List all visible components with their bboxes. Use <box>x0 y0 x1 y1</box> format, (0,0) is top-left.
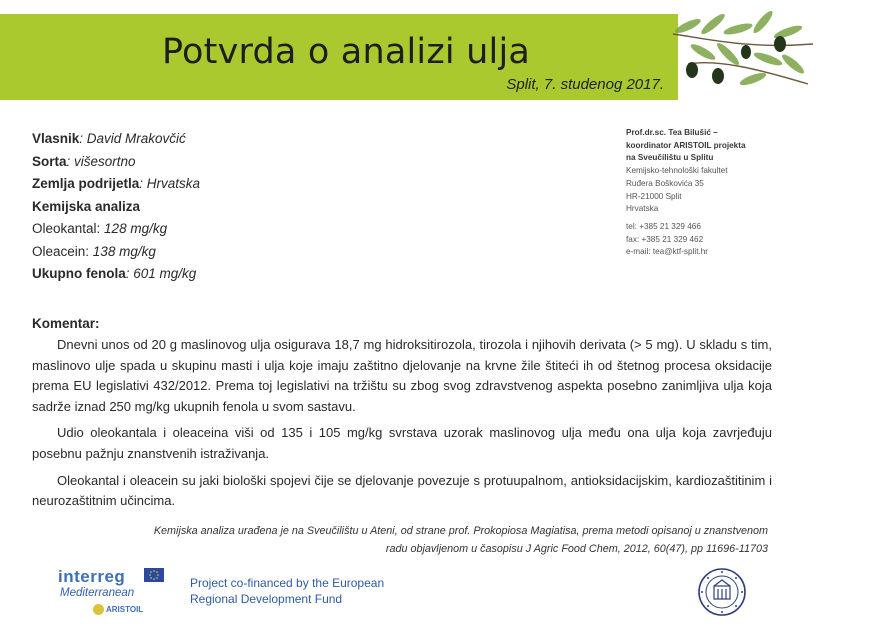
owner-value: : David Mrakovčić <box>79 131 186 146</box>
funding-line: Project co-financed by the European <box>190 576 385 590</box>
contact-street: Ruđera Boškovića 35 <box>626 178 704 188</box>
title-banner <box>0 14 678 100</box>
eu-flag-icon <box>144 568 164 582</box>
interreg-logo <box>58 567 188 623</box>
note-line: radu objavljenom u časopisu J Agric Food Chem, 2012, 60(47), pp 11696-11703 <box>385 543 768 555</box>
variety-row <box>32 151 200 174</box>
analysis-note <box>60 522 768 558</box>
page-title: Potvrda o analizi ulja <box>162 32 531 72</box>
origin-label: Zemlja podrijetla <box>32 176 140 191</box>
comment-paragraph: Dnevni unos od 20 g maslinovog ulja osigurava 18,7 mg hidroksitirozola, tirozola i njihovih derivata (> 5 mg). U skladu s tim, maslinovo ulje spada u skupinu masti i ulja koje imaju zaštitno djelovanje na krvne žile štiteći ih od štetnog procesa oksidacije prema EU legislativi 432/2012. Prema toj legislativi na tržištu su zbog svog zdravstvenog aspekta posebno zanimljiva ulja koja sadrže iznad 250 mg/kg ukupnih fenola u svom sastavu. <box>32 337 772 414</box>
oleocanthal-value: 128 mg/kg <box>104 221 168 236</box>
note-line: Kemijska analiza urađena je na Sveučilištu u Ateni, od strane prof. Prokopiosa Magiatisa, prema metodi opisanoj u znanstvenom <box>153 525 768 537</box>
phenols-row <box>32 263 200 286</box>
variety-value: : višesortno <box>66 153 136 169</box>
oleacein-row <box>32 241 200 264</box>
contact-role-2: na Sveučilištu u Splitu <box>626 153 714 163</box>
contact-city: HR-21000 Split <box>626 191 682 201</box>
comment-body <box>32 335 772 518</box>
comment-paragraph: Udio oleokantala i oleaceina viši od 135 i 105 mg/kg svrstava uzorak maslinovog ulja među ona ulja koja zavrjeđuju posebnu pažnju znanstvenih istraživanja. <box>32 425 772 461</box>
interreg-region: Mediterranean <box>60 587 135 599</box>
contact-email: e-mail: tea@ktf-split.hr <box>626 247 709 257</box>
oleacein-label: Oleacein: <box>32 243 93 259</box>
contact-faculty: Kemijsko-tehnološki fakultet <box>626 166 728 176</box>
funding-statement <box>190 575 384 607</box>
owner-label: Vlasnik <box>32 131 80 146</box>
origin-row <box>32 173 200 196</box>
issue-date: Split, 7. studenog 2017. <box>506 76 664 93</box>
contact-tel: tel: +385 21 329 466 <box>626 221 701 231</box>
contact-role-1: koordinator ARISTOIL projekta <box>626 140 746 150</box>
oleacein-value: 138 mg/kg <box>92 243 156 259</box>
phenols-value: : 601 mg/kg <box>125 266 197 281</box>
analysis-heading: Kemijska analiza <box>32 198 141 214</box>
sample-details <box>32 128 200 286</box>
analysis-heading-row <box>32 196 200 219</box>
owner-row <box>32 128 200 151</box>
phenols-label: Ukupno fenola <box>32 266 126 281</box>
aristoil-brand: ARISTOIL <box>106 605 144 614</box>
interreg-wordmark: interreg <box>58 567 126 586</box>
comment-heading: Komentar: <box>32 316 100 331</box>
comment-paragraph: Oleokantal i oleacein su jaki biološki spojevi čije se djelovanje povezuje s protuupalnom, antioksidacijskim, kardiozaštitinim i neurozaštitnim učincima. <box>32 472 772 509</box>
oleocanthal-row <box>32 218 200 241</box>
funding-line: Regional Development Fund <box>190 592 343 606</box>
origin-value: : Hrvatska <box>139 176 201 191</box>
university-seal-icon <box>697 567 747 617</box>
contact-country: Hrvatska <box>626 204 659 214</box>
olive-branch-illustration <box>668 4 818 104</box>
contact-block <box>626 127 826 259</box>
contact-name: Prof.dr.sc. Tea Bilušić – <box>626 128 718 137</box>
oleocanthal-label: Oleokantal: <box>32 221 105 236</box>
olive-dot-icon <box>93 604 104 615</box>
contact-fax: fax: +385 21 329 462 <box>626 234 704 244</box>
variety-label: Sorta <box>32 153 67 169</box>
